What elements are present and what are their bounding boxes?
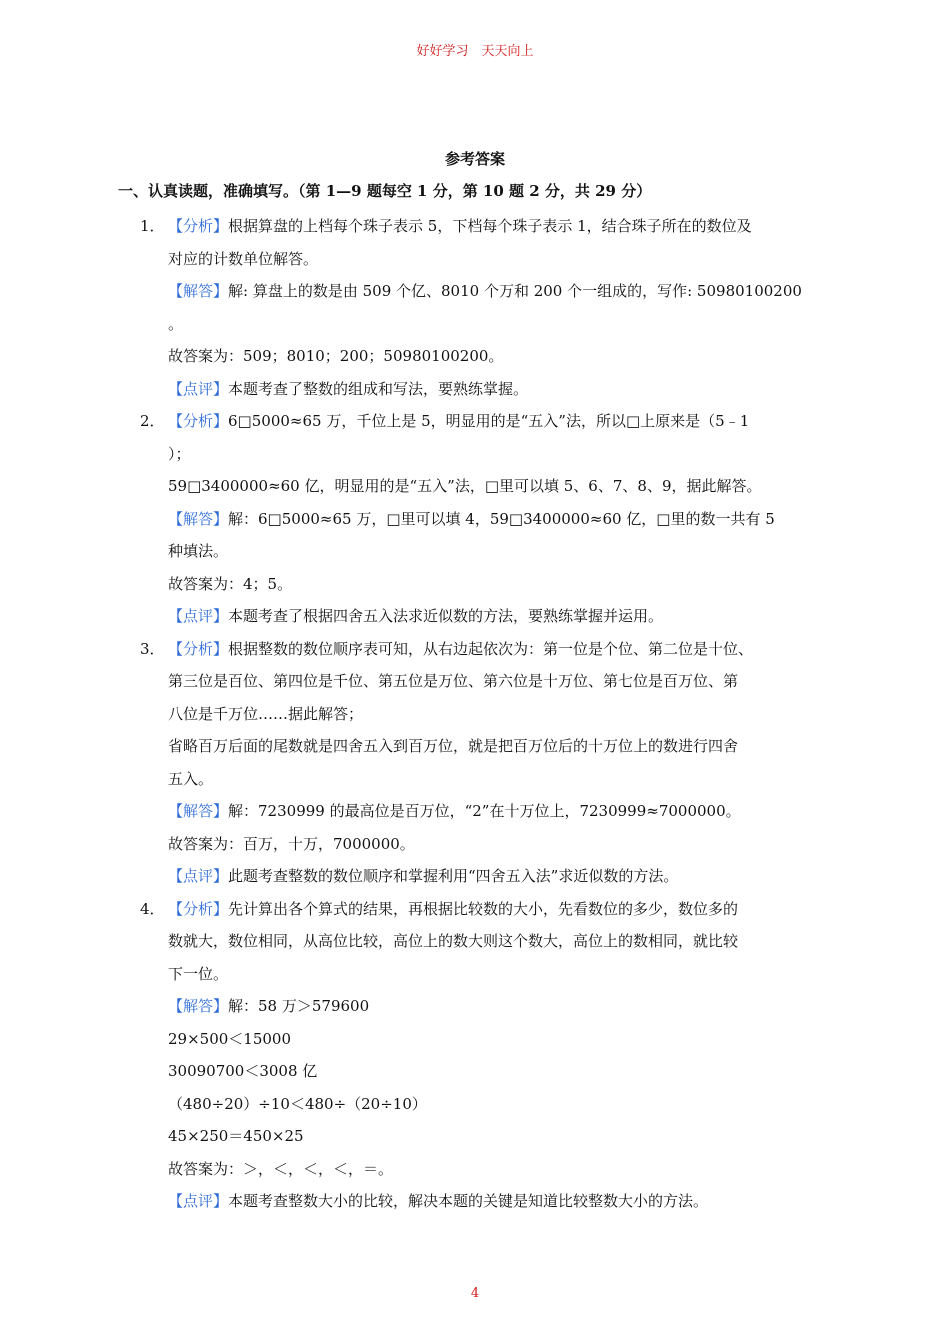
solution-line [168, 990, 820, 1023]
solution-line [168, 535, 820, 568]
answer-text: 故答案为：4；5。 [168, 574, 293, 593]
answer-text: 故答案为：百万，十万，7000000。 [168, 834, 415, 853]
comment-tag: 【点评】 [168, 379, 229, 398]
solution-text: 45×250＝450×25 [168, 1127, 304, 1145]
analysis-line [168, 730, 820, 763]
solution-tag: 【解答】 [168, 802, 229, 820]
analysis-text: ）； [168, 444, 191, 463]
analysis-tag: 【分析】 [168, 899, 229, 918]
answer-line [168, 828, 820, 861]
comment-text: 此题考查整数的数位顺序和掌握利用“四舍五入法”求近似数的方法。 [228, 867, 679, 885]
solution-text: 30090700＜3008 亿 [168, 1062, 318, 1080]
solution-line [168, 1088, 820, 1121]
analysis-tag: 【分析】 [168, 412, 229, 430]
question-block [140, 633, 820, 893]
comment-line [168, 860, 820, 893]
comment-tag: 【点评】 [168, 1192, 229, 1210]
analysis-line [168, 893, 820, 926]
answer-line [168, 340, 820, 373]
comment-line [168, 373, 820, 406]
answer-text: 故答案为：＞，＜，＜，＜，＝。 [168, 1159, 394, 1178]
question-number: 2． [140, 412, 165, 430]
solution-text: 。 [168, 314, 184, 333]
solution-line [168, 1055, 820, 1088]
analysis-text: 第三位是百位、第四位是千位、第五位是万位、第六位是十万位、第七位是百万位、第 [168, 672, 739, 690]
solution-line [168, 275, 820, 308]
analysis-text: 先计算出各个算式的结果，再根据比较数的大小，先看数位的多少，数位多的 [228, 899, 739, 918]
analysis-text: 下一位。 [168, 964, 229, 983]
analysis-line [168, 958, 820, 991]
solution-text: （480÷20）÷10＜480÷（20÷10） [168, 1094, 427, 1113]
analysis-line [168, 925, 820, 958]
question-block [140, 210, 820, 405]
analysis-text: 59□3400000≈60 亿，明显用的是“五入”法，□里可以填 5、6、7、8、9，据此解答。 [168, 477, 762, 495]
comment-tag: 【点评】 [168, 607, 229, 625]
comment-text: 本题考查了根据四舍五入法求近似数的方法，要熟练掌握并运用。 [228, 607, 664, 625]
question-number: 4． [140, 899, 165, 918]
solution-text: 29×500＜15000 [168, 1029, 292, 1048]
analysis-text: 根据整数的数位顺序表可知，从右边起依次为：第一位是个位、第二位是十位、 [228, 639, 754, 658]
analysis-line [168, 470, 820, 503]
analysis-line [168, 665, 820, 698]
answer-line [168, 1153, 820, 1186]
analysis-line [168, 633, 820, 666]
comment-line [168, 600, 820, 633]
solution-text: 解: 算盘上的数是由 509 个亿、8010 个万和 200 个一组成的，写作: 50980100200 [228, 282, 802, 300]
analysis-line [168, 210, 820, 243]
answer-text: 故答案为：509；8010；200；50980100200。 [168, 347, 504, 365]
analysis-line [168, 763, 820, 796]
comment-text: 本题考查整数大小的比较，解决本题的关键是知道比较整数大小的方法。 [228, 1192, 709, 1210]
solution-tag: 【解答】 [168, 509, 229, 528]
analysis-line [168, 438, 820, 471]
question-block [140, 893, 820, 1218]
analysis-text: 对应的计数单位解答。 [168, 249, 319, 268]
solution-line [168, 503, 820, 536]
solution-text: 种填法。 [168, 542, 229, 560]
analysis-line [168, 405, 820, 438]
comment-line [168, 1185, 820, 1218]
analysis-text: 根据算盘的上档每个珠子表示 5，下档每个珠子表示 1，结合珠子所在的数位及 [228, 217, 752, 235]
analysis-tag: 【分析】 [168, 217, 229, 235]
solution-text: 解：7230999 的最高位是百万位，“2”在十万位上，7230999≈7000000。 [228, 802, 741, 820]
solution-text: 解：6□5000≈65 万，□里可以填 4，59□3400000≈60 亿，□里的数一共有 5 [228, 509, 775, 528]
question-number: 1． [140, 217, 165, 235]
section-heading: 一、认真读题，准确填写。（第 1—9 题每空 1 分，第 10 题 2 分，共 29 分） [118, 182, 652, 200]
question-block [140, 405, 820, 633]
analysis-text: 八位是千万位……据此解答； [168, 704, 364, 723]
solution-line [168, 1120, 820, 1153]
solution-tag: 【解答】 [168, 282, 229, 300]
answer-line [168, 568, 820, 601]
question-number: 3． [140, 639, 165, 658]
analysis-text: 数就大，数位相同，从高位比较，高位上的数大则这个数大，高位上的数相同，就比较 [168, 932, 739, 950]
analysis-text: 五入。 [168, 769, 214, 788]
solution-line [168, 795, 820, 828]
page-header: 好好学习 天天向上 [416, 44, 534, 59]
analysis-text: 省略百万后面的尾数就是四舍五入到百万位，就是把百万位后的十万位上的数进行四舍 [168, 737, 739, 755]
comment-tag: 【点评】 [168, 867, 229, 885]
solution-text: 解：58 万＞579600 [228, 997, 370, 1015]
analysis-text: 6□5000≈65 万，千位上是 5，明显用的是“五入”法，所以□上原来是（5﹣1 [228, 412, 750, 430]
analysis-tag: 【分析】 [168, 639, 229, 658]
comment-text: 本题考查了整数的组成和写法，要熟练掌握。 [228, 379, 529, 398]
answers-content [140, 210, 820, 1218]
page-title: 参考答案 [444, 150, 505, 168]
page-number: 4 [470, 1286, 480, 1301]
solution-line [168, 308, 820, 341]
solution-tag: 【解答】 [168, 997, 229, 1015]
solution-line [168, 1023, 820, 1056]
analysis-line [168, 243, 820, 276]
analysis-line [168, 698, 820, 731]
